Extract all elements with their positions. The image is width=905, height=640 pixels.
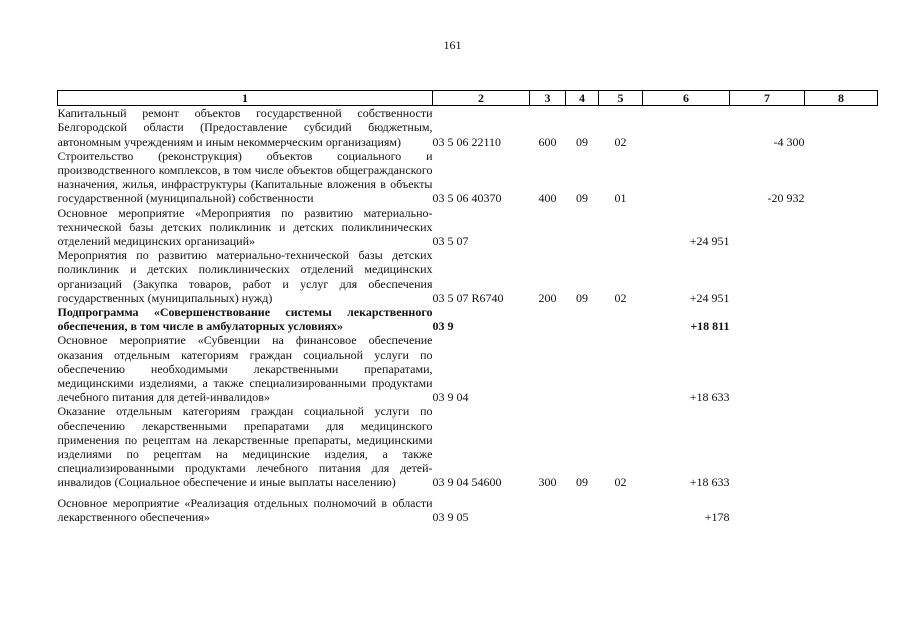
- header-row: [58, 91, 878, 106]
- row-name: Подпрограмма «Совершенствование системы лекарственного обеспечения, в том числе в амбулаторных условиях»: [57, 305, 433, 334]
- header-col-1: 1: [58, 91, 433, 106]
- header-col-5: 5: [599, 91, 643, 106]
- row-code: 03 9 04: [432, 390, 469, 405]
- row-vr: [530, 206, 566, 249]
- row-name: Оказание отдельным категориям граждан социальной услуги по обеспечению лекарственными препаратами для медицинского применения по рецептам на лекарственные препараты, медицинскими изделиями по рецептам на медицинские изделия, а также специализированными продуктами лечебного питания для детей-инвалидов (Социальное обеспечение и иные выплаты населению): [57, 404, 433, 490]
- row-rz: 09: [576, 134, 588, 149]
- row-vr: [530, 333, 566, 404]
- header-col-8: 8: [805, 91, 878, 106]
- row-code: 03 9: [432, 319, 454, 334]
- row-pr: 02: [614, 134, 627, 149]
- row-col7: -20 932: [767, 191, 805, 206]
- row-col6: +18 811: [690, 319, 730, 334]
- row-name: Мероприятия по развитию материально-технической базы детских поликлиник и детских поликлинических отделений медицинских организаций (Закупка товаров, работ и услуг для обеспечения государственных (муниципальных) нужд): [57, 248, 433, 305]
- row-vr: [530, 305, 566, 333]
- row-rz: 09: [576, 475, 588, 490]
- row-col8: [805, 490, 878, 524]
- row-rz: [566, 206, 599, 249]
- row-vr: 300: [538, 475, 557, 490]
- row-col6: [643, 106, 730, 149]
- row-vr: 200: [538, 290, 557, 305]
- row-pr: [599, 305, 643, 333]
- row-pr: [599, 490, 643, 524]
- row-col7: [730, 305, 805, 333]
- row-col7: -4 300: [773, 134, 805, 149]
- row-pr: [599, 333, 643, 404]
- row-pr: 02: [614, 290, 627, 305]
- row-rz: 09: [576, 191, 588, 206]
- row-code: 03 9 05: [432, 509, 469, 524]
- row-vr: [530, 490, 566, 524]
- row-col6: +24 951: [689, 290, 730, 305]
- row-code: 03 9 04 54600: [432, 475, 502, 490]
- row-col8: [805, 106, 878, 149]
- row-col7: [730, 248, 805, 305]
- row-code: 03 5 06 40370: [432, 191, 502, 206]
- header-col-7: 7: [730, 91, 805, 106]
- row-col7: [730, 333, 805, 404]
- row-vr: 400: [538, 191, 557, 206]
- row-name: Основное мероприятие «Реализация отдельных полномочий в области лекарственного обеспечения»: [57, 495, 433, 524]
- row-rz: [566, 305, 599, 333]
- row-code: 03 5 07: [432, 234, 469, 249]
- row-code: 03 5 06 22110: [432, 134, 502, 149]
- header-col-3: 3: [530, 91, 566, 106]
- header-col-4: 4: [566, 91, 599, 106]
- row-vr: 600: [538, 134, 557, 149]
- row-col8: [805, 206, 878, 249]
- table-row: [58, 248, 878, 305]
- row-col6: +178: [704, 509, 730, 524]
- row-col6: [643, 149, 730, 206]
- header-col-6: 6: [643, 91, 730, 106]
- row-name: Капитальный ремонт объектов государственной собственности Белгородской области (Предоставление субсидий бюджетным, автономным учреждениям и иным некоммерческим организациям): [57, 106, 433, 149]
- budget-table: [57, 90, 878, 524]
- header-col-2: 2: [433, 91, 530, 106]
- row-col8: [805, 333, 878, 404]
- row-name: Основное мероприятие «Субвенции на финансовое обеспечение оказания отдельным категориям граждан социальной услуги по обеспечению необходимыми лекарственными препаратами, медицинскими изделиями, а также специализированными продуктами лечебного питания для детей-инвалидов»: [57, 333, 433, 405]
- row-rz: 09: [576, 290, 588, 305]
- row-pr: [599, 206, 643, 249]
- row-pr: 01: [614, 191, 627, 206]
- row-col7: [730, 206, 805, 249]
- table-row: [58, 305, 878, 333]
- row-rz: [566, 333, 599, 404]
- row-col6: +18 633: [689, 390, 730, 405]
- row-col8: [805, 305, 878, 333]
- row-rz: [566, 490, 599, 524]
- row-code: 03 5 07 R6740: [432, 290, 504, 305]
- table-row: [58, 404, 878, 489]
- table-row: [58, 149, 878, 206]
- page-number: 161: [443, 38, 462, 52]
- row-col8: [805, 404, 878, 489]
- row-col8: [805, 149, 878, 206]
- row-col7: [730, 490, 805, 524]
- row-col7: [730, 404, 805, 489]
- table-row: [58, 106, 878, 149]
- row-pr: 02: [614, 475, 627, 490]
- table-row: [58, 333, 878, 404]
- table-row: [58, 490, 878, 524]
- row-name: Основное мероприятие «Мероприятия по развитию материально-технической базы детских поликлиник и детских поликлинических отделений медицинских организаций»: [57, 205, 433, 249]
- row-col6: +18 633: [689, 475, 730, 490]
- table-row: [58, 206, 878, 249]
- row-col6: +24 951: [689, 234, 730, 249]
- row-col8: [805, 248, 878, 305]
- row-name: Строительство (реконструкция) объектов социального и производственного комплексов, в том числе объектов общегражданского назначения, жилья, инфраструктуры (Капитальные вложения в объекты государственной (муниципальной) собственности: [57, 148, 433, 206]
